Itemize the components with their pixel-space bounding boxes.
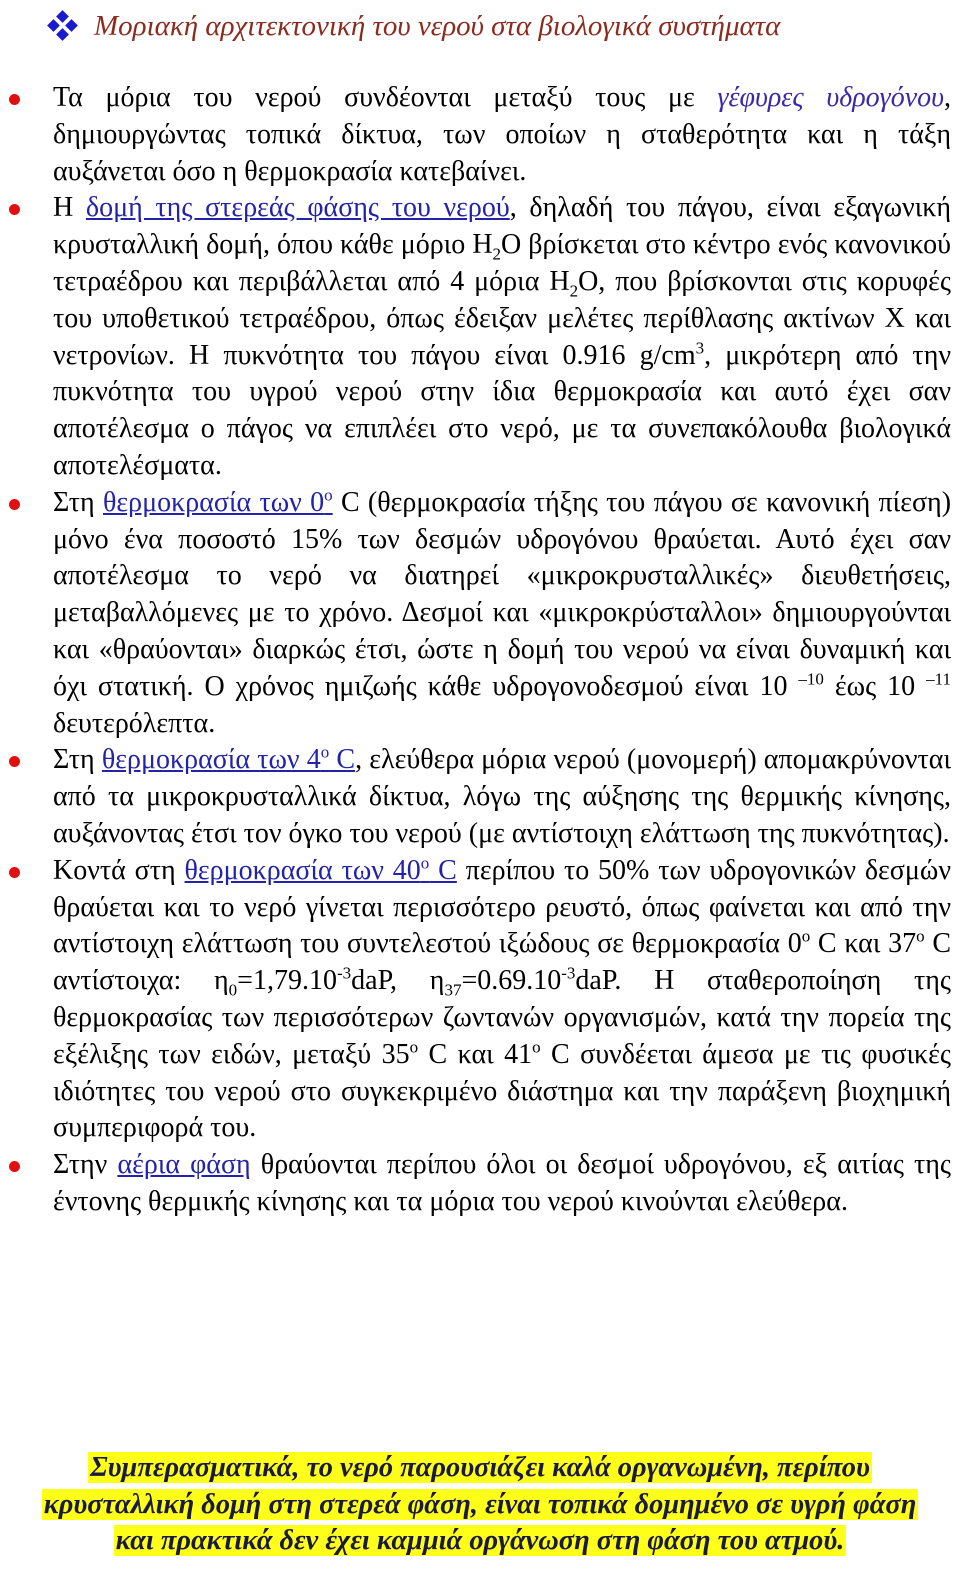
gas-phase-link[interactable]: αέρια φάση xyxy=(117,1149,251,1181)
text: έως 10 xyxy=(823,670,927,702)
text: δευτερόλεπτα. xyxy=(53,707,216,739)
superscript: –10 xyxy=(798,669,824,689)
superscript: -3 xyxy=(561,963,576,983)
text: Ο, που βρίσκονται στις κορυφές του υποθετικού τετραέδρου, όπως έδειξαν μελέτες περίθλασης ακτίνων Χ και νετρονίων. Η πυκνότητα του πάγου είναι 0.916 g/cm xyxy=(53,265,952,371)
link-text: θερμοκρασία των 0 xyxy=(103,486,325,518)
text: , δημιουργώντας τοπικά δίκτυα, των οποίων η σταθερότητα και η τάξη αυξάνεται όσο η θερμοκρασία κατεβαίνει. xyxy=(53,82,951,187)
temperature-0-link[interactable] xyxy=(103,487,333,518)
list-item xyxy=(0,853,960,1147)
hydrogen-bonds-term: γέφυρες υδρογόνου xyxy=(717,82,944,113)
superscript: ο xyxy=(532,1037,541,1057)
superscript: ο xyxy=(320,743,330,763)
text: θραύονται περίπου όλοι οι δεσμοί υδρογόνου, εξ αιτίας της έντονης θερμικής κίνησης και τα μόρια του νερού κινούνται ελεύθερα. xyxy=(53,1149,952,1217)
text: =0.69.10 xyxy=(461,965,562,997)
superscript: -3 xyxy=(336,963,352,983)
text: , δηλαδή του πάγου, είναι εξαγωνική κρυσταλλική δομή, όπου κάθε μόριο Η xyxy=(53,192,951,261)
title-row xyxy=(48,4,948,48)
bullet-dot-icon xyxy=(9,756,20,767)
bullet-dot-icon xyxy=(9,94,20,105)
bullet-dot-icon xyxy=(9,867,20,878)
text: =1,79.10 xyxy=(237,965,337,997)
bullet-dot-icon xyxy=(9,204,20,215)
page-title: Μοριακή αρχιτεκτονική του νερού στα βιολογικά συστήματα xyxy=(94,9,781,42)
text: daP, η xyxy=(351,965,445,997)
list-item xyxy=(0,80,960,190)
link-text: θερμοκρασία των 4 xyxy=(101,744,321,776)
text: Στην xyxy=(53,1149,118,1181)
subscript: 2 xyxy=(569,281,579,301)
link-text: θερμοκρασία των 40 xyxy=(184,854,421,886)
bullet-dot-icon xyxy=(9,1161,20,1172)
text: Ο βρίσκεται στο κέντρο ενός κανονικού τετραέδρου και περιβάλλεται από 4 μόρια Η xyxy=(53,229,951,297)
text: Κοντά στη xyxy=(53,854,185,886)
superscript: –11 xyxy=(926,669,951,689)
superscript: 3 xyxy=(695,338,705,358)
text: , ελεύθερα μόρια νερού (μονομερή) απομακρύνονται από τα μικροκρυσταλλικά δίκτυα, λόγω της αύξησης της θερμικής κίνησης, αυξάνοντας έτσι τον όγκο του νερού (με αντίστοιχη ελάττωση της πυκνότητας). xyxy=(53,744,952,849)
list-item xyxy=(0,742,960,852)
text: C (θερμοκρασία τήξης του πάγου σε κανονική πίεση) μόνο ένα ποσοστό 15% των δεσμών υδρογόνου θραύεται. Αυτό έχει σαν αποτέλεσμα το νερό να διατηρεί «μικροκρυσταλλικές» διευθετήσεις, μεταβαλλόμενες με το χρόνο. Δεσμοί και «μικροκρύσταλλοι» δημιουργούνται και «θραύονται» διαρκώς έτσι, ώστε η δομή του νερού να είναι δυναμική και όχι στατική. Ο χρόνος ημιζωής κάθε υδρογονοδεσμού είναι 10 xyxy=(53,486,952,702)
text: Η xyxy=(53,192,86,224)
diamond-cluster-icon xyxy=(48,11,78,41)
text: Στη xyxy=(53,486,103,518)
text: C συνδέεται άμεσα με τις φυσικές ιδιότητες του νερού στο συγκεκριμένο διάστημα και την παράξενη βιοχημική συμπεριφορά του. xyxy=(53,1038,951,1144)
text: Τα μόρια του νερού συνδέονται μεταξύ τους με xyxy=(53,82,718,113)
link-text: C xyxy=(429,854,457,886)
text: C και 37 xyxy=(810,928,917,960)
list-item xyxy=(0,1147,960,1221)
temperature-40-link[interactable] xyxy=(185,855,457,886)
bullet-dot-icon xyxy=(9,499,20,510)
superscript: ο xyxy=(420,853,430,873)
temperature-4-link[interactable] xyxy=(102,744,355,775)
superscript: ο xyxy=(324,485,333,505)
text: C και 41 xyxy=(418,1038,533,1070)
text: περίπου το 50% των υδρογονικών δεσμών θραύεται και το νερό γίνεται περισσότερο ρευστό, όπως φαίνεται και από την αντίστοιχη ελάττωση του συντελεστού ιξώδους σε θερμοκρασία 0 xyxy=(53,854,951,960)
conclusion-text: Συμπερασματικά, το νερό παρουσιάζει καλά οργανωμένη, περίπου κρυσταλλική δομή στη στερεά φάση, είναι τοπικά δομημένο σε υγρή φάση και πρακτικά δεν έχει καμμιά οργάνωση στη φάση του ατμού. xyxy=(43,1452,917,1556)
text: , μικρότερη από την πυκνότητα του υγρού νερού στην ίδια θερμοκρασία και αυτό έχει σαν αποτέλεσμα ο πάγος να επιπλέει στο νερό, με τα συνεπακόλουθα βιολογικά αποτελέσματα. xyxy=(53,339,951,481)
bullet-list xyxy=(0,80,960,1221)
subscript: 0 xyxy=(228,980,238,1000)
list-item xyxy=(0,485,960,743)
text: daP. Η σταθεροποίηση της θερμοκρασίας των περισσότερων ζωντανών οργανισμών, κατά την πορεία της εξέλιξης των ειδών, μεταξύ 35 xyxy=(53,965,952,1070)
list-item xyxy=(0,190,960,484)
superscript: ο xyxy=(916,927,925,946)
text: Στη xyxy=(53,744,102,776)
link-text: C xyxy=(329,744,356,776)
superscript: ο xyxy=(801,927,811,946)
superscript: ο xyxy=(409,1037,419,1057)
subscript: 37 xyxy=(444,980,462,1000)
conclusion-box xyxy=(27,1450,933,1560)
subscript: 2 xyxy=(492,244,502,264)
text: C αντίστοιχα: η xyxy=(53,928,952,997)
solid-phase-link[interactable]: δομή της στερεάς φάσης του νερού xyxy=(85,192,510,224)
